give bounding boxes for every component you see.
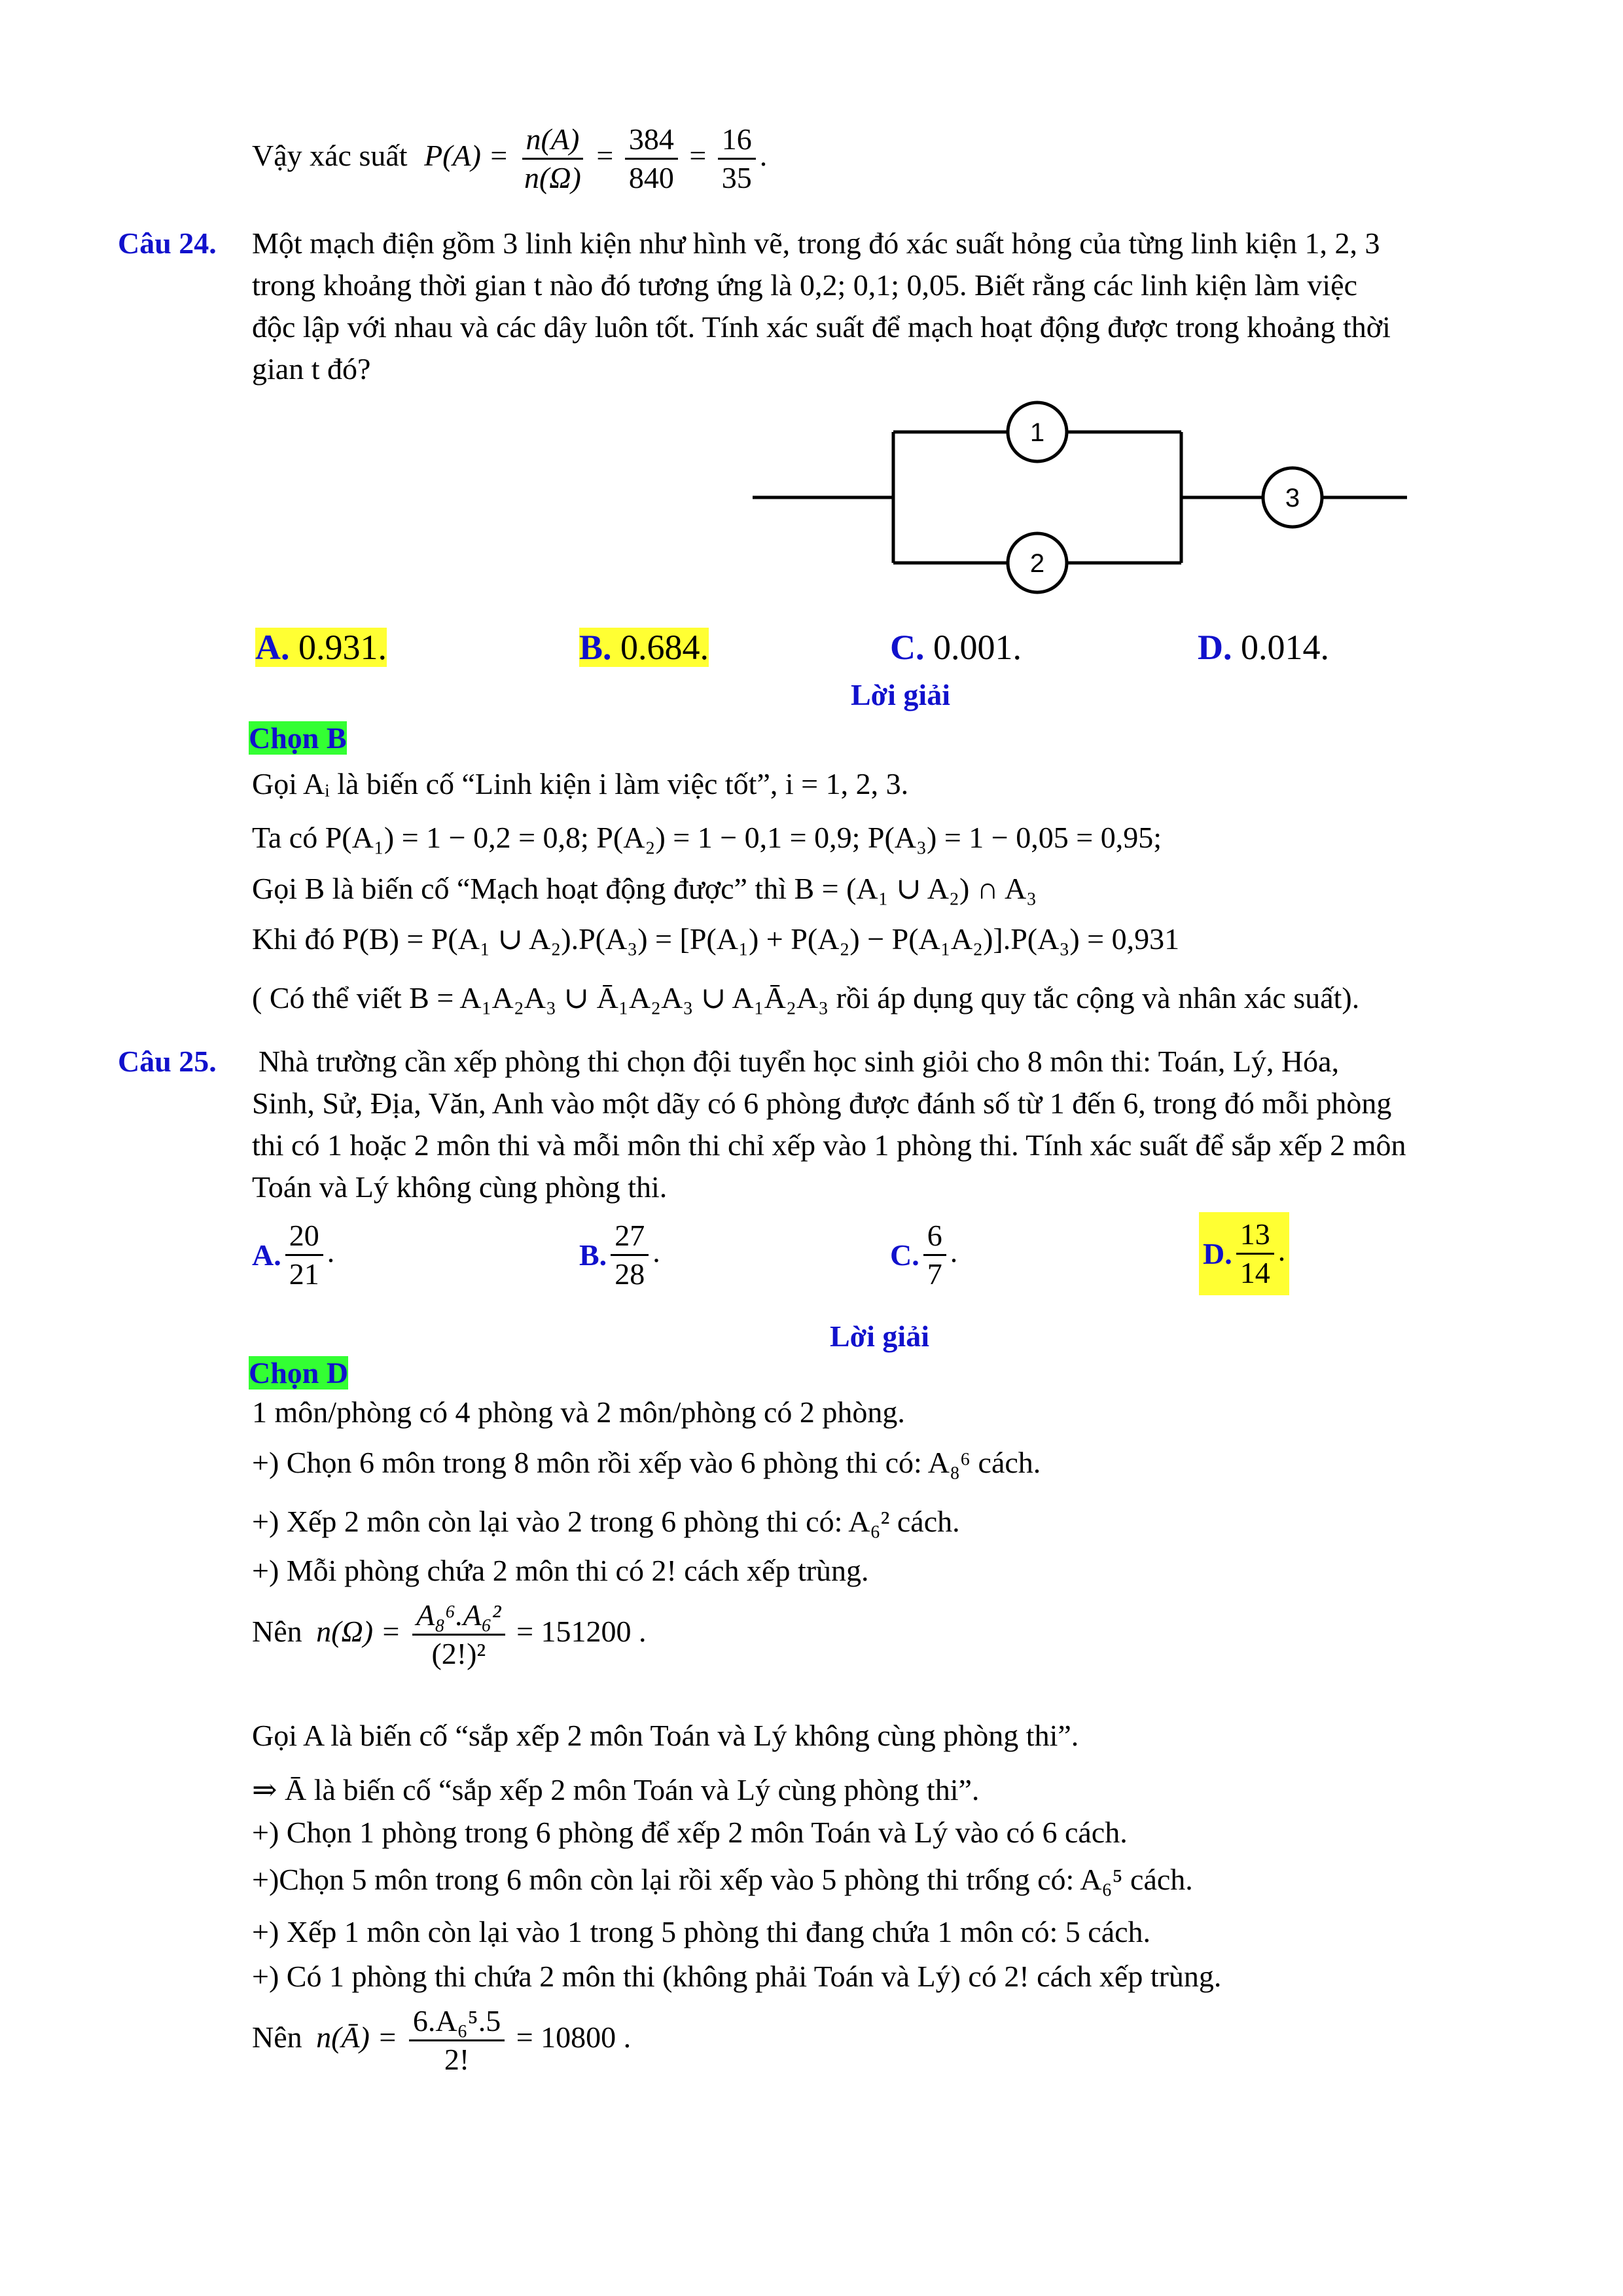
q24-line-3: độc lập với nhau và các dây luôn tốt. Tính xác suất để mạch hoạt động được trong khoảng thời <box>252 310 1391 344</box>
q24-label: Câu 24. <box>118 226 217 260</box>
q25-line-3: thi có 1 hoặc 2 môn thi và mỗi môn thi chỉ xếp vào 1 phòng thi. Tính xác suất để sắp xếp 2 môn <box>252 1128 1406 1162</box>
prev-conclusion: Vậy xác suất P(A) = $\frac{n(A)}{n(\Omega)}$ = $\frac{384}{840}$ = $\frac{16}{35}$ . <box>252 121 767 196</box>
q25-choice: Chọn D <box>249 1356 349 1390</box>
q24-solution-title: Lời giải <box>851 678 950 711</box>
q25-option-d[interactable]: D. $\frac{13}{14}$ . <box>1199 1212 1289 1295</box>
q25-line-2: Sinh, Sử, Địa, Văn, Anh vào một dãy có 6 phòng được đánh số từ 1 đến 6, trong đó mỗi phòng <box>252 1086 1392 1120</box>
q24-option-d[interactable]: D. 0.014. <box>1198 628 1329 667</box>
q25-line-4: Toán và Lý không cùng phòng thi. <box>252 1170 668 1204</box>
circuit-diagram <box>753 393 1407 602</box>
q25-abar-formula: Nên n(Ā) = $\frac{\text{6.A₆⁵.5}}{2!}$ = 10800 . <box>252 2004 632 2076</box>
q24-option-a[interactable]: A. 0.931. <box>255 628 387 667</box>
q24-sol-2: Ta có P(A₁) = 1 − 0,2 = 0,8; P(A₂) = 1 − 0,1 = 0,9; P(A₃) = 1 − 0,05 = 0,95; <box>252 821 1162 854</box>
q24-option-c[interactable]: C. 0.001. <box>890 628 1022 667</box>
q25-sol2-6: +) Có 1 phòng thi chứa 2 môn thi (không phải Toán và Lý) có 2! cách xếp trùng. <box>252 1960 1222 1993</box>
q25-option-c[interactable]: C. $\frac{6}{7}$ . <box>890 1219 958 1291</box>
q25-solution-title: Lời giải <box>830 1319 929 1353</box>
q24-line-1: Một mạch điện gồm 3 linh kiện như hình vẽ, trong đó xác suất hỏng của từng linh kiện 1, 2, 3 <box>252 226 1380 260</box>
q25-line-1: Nhà trường cần xếp phòng thi chọn đội tuyển học sinh giỏi cho 8 môn thi: Toán, Lý, Hóa, <box>259 1045 1340 1078</box>
prev-text: Vậy xác suất <box>252 139 408 173</box>
component-1-label: 1 <box>1029 418 1045 447</box>
q24-sol-3: Gọi B là biến cố “Mạch hoạt động được” thì B = (A₁ ∪ A₂) ∩ A₃ <box>252 872 1037 905</box>
q25-sol2-2: ⇒ Ā là biến cố “sắp xếp 2 môn Toán và Lý cùng phòng thi”. <box>252 1773 980 1806</box>
q25-sol2-3: +) Chọn 1 phòng trong 6 phòng để xếp 2 môn Toán và Lý vào có 6 cách. <box>252 1816 1128 1849</box>
q25-sol2-4: +)Chọn 5 môn trong 6 môn còn lại rồi xếp vào 5 phòng thi trống có: A₆⁵ cách. <box>252 1863 1193 1896</box>
q24-line-2: trong khoảng thời gian t nào đó tương ứng là 0,2; 0,1; 0,05. Biết rằng các linh kiện làm việc <box>252 268 1358 302</box>
q25-label: Câu 25. <box>118 1045 217 1078</box>
q25-sol-4: +) Mỗi phòng chứa 2 môn thi có 2! cách xếp trùng. <box>252 1554 869 1587</box>
q24-sol-4: Khi đó P(B) = P(A₁ ∪ A₂).P(A₃) = [P(A₁) + P(A₂) − P(A₁A₂)].P(A₃) = 0,931 <box>252 922 1180 956</box>
component-3-label: 3 <box>1285 484 1300 512</box>
q24-sol-1: Gọi Aᵢ là biến cố “Linh kiện i làm việc tốt”, i = 1, 2, 3. <box>252 767 909 800</box>
prev-frac-2: $\frac{384}{840}$ <box>625 121 678 196</box>
q24-option-b[interactable]: B. 0.684. <box>579 628 709 667</box>
prev-frac-1: $\frac{n(A)}{n(\Omega)}$ <box>520 121 585 196</box>
q24-sol-5: ( Có thể viết B = A₁A₂A₃ ∪ Ā₁A₂A₃ ∪ A₁Ā₂A₃ rồi áp dụng quy tắc cộng và nhân xác suất). <box>252 981 1360 1014</box>
prev-lhs: P(A) = <box>424 139 509 173</box>
component-2-label: 2 <box>1029 549 1045 578</box>
q25-sol-3: +) Xếp 2 môn còn lại vào 2 trong 6 phòng thi có: A₆² cách. <box>252 1505 960 1538</box>
prev-frac-3: $\frac{16}{35}$ <box>718 121 756 196</box>
q25-omega-formula: Nên n(Ω) = $\frac{\text{A₈⁶.A₆²}}{\text{(2!)²}}$ = 151200 . <box>252 1598 647 1670</box>
q25-sol-2: +) Chọn 6 môn trong 8 môn rồi xếp vào 6 phòng thi có: A₈⁶ cách. <box>252 1446 1041 1479</box>
q24-choice: Chọn B <box>249 721 347 755</box>
q25-option-a[interactable]: A. $\frac{20}{21}$ . <box>252 1219 335 1291</box>
q25-sol2-1: Gọi A là biến cố “sắp xếp 2 môn Toán và Lý không cùng phòng thi”. <box>252 1719 1079 1752</box>
q25-sol2-5: +) Xếp 1 môn còn lại vào 1 trong 5 phòng thi đang chứa 1 môn có: 5 cách. <box>252 1915 1151 1948</box>
q25-sol-1: 1 môn/phòng có 4 phòng và 2 môn/phòng có 2 phòng. <box>252 1395 905 1429</box>
q25-option-b[interactable]: B. $\frac{27}{28}$ . <box>579 1219 660 1291</box>
q24-line-4: gian t đó? <box>252 352 371 386</box>
